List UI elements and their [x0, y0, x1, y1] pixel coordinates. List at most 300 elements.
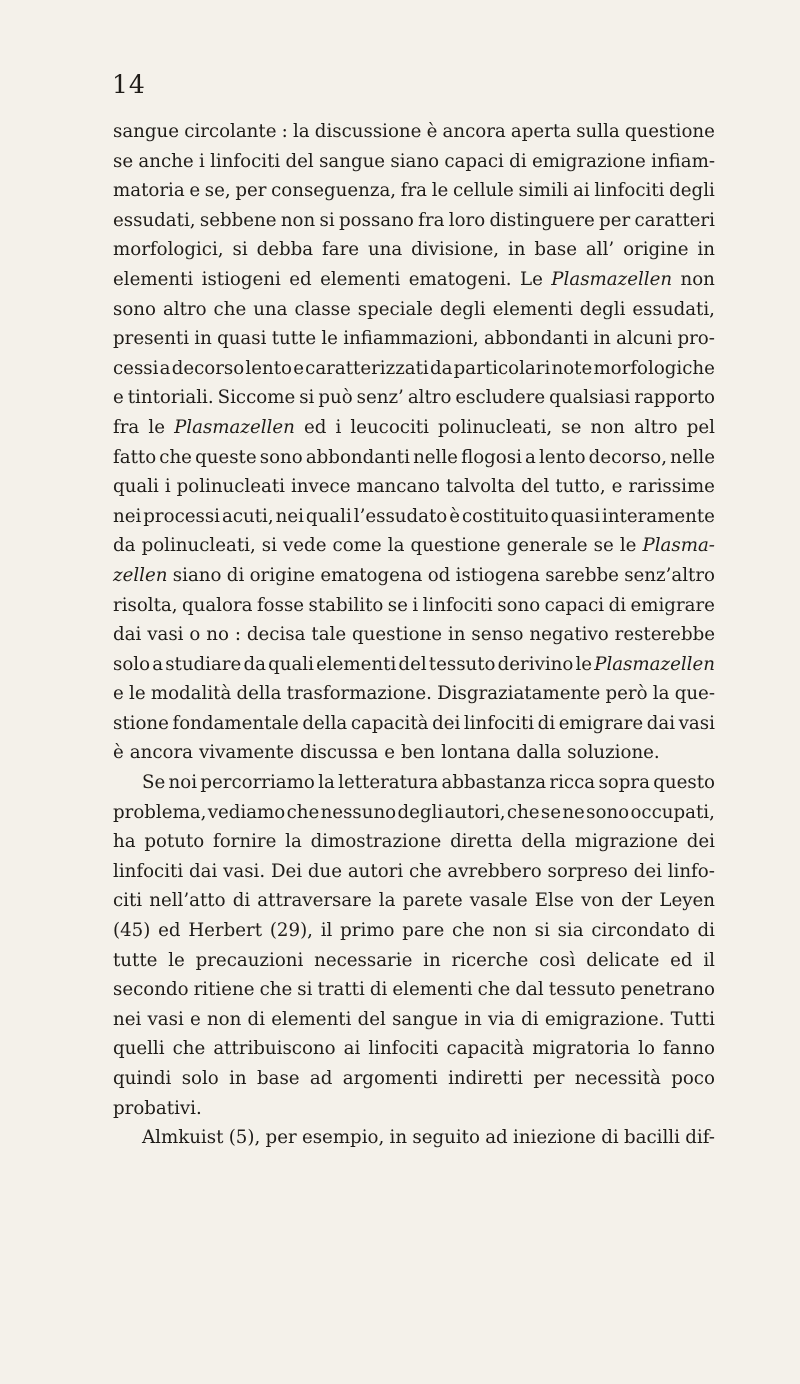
word: del	[357, 1008, 386, 1030]
word: senz’altro	[624, 564, 715, 586]
word: lontana	[441, 742, 511, 764]
text-line	[113, 531, 715, 561]
word: fatto	[113, 446, 157, 468]
word: tessuto	[428, 653, 496, 675]
word: sorpreso	[547, 860, 628, 882]
word: qualora	[181, 594, 253, 616]
word: sono	[113, 298, 156, 320]
text-line	[113, 916, 715, 946]
word: non	[492, 920, 527, 942]
word: diretta	[450, 831, 513, 853]
word: i	[164, 476, 171, 498]
word: a	[152, 653, 164, 675]
word: lento	[538, 446, 586, 468]
word: Se	[142, 772, 166, 794]
word: la	[387, 535, 405, 557]
word: a	[525, 446, 536, 468]
word: tessuto	[548, 979, 616, 1001]
text-line	[113, 768, 715, 798]
word: sono	[259, 446, 303, 468]
word: sangue	[319, 150, 386, 172]
word: dai	[113, 624, 142, 646]
word: sia	[557, 920, 584, 942]
word: emigrare	[630, 594, 715, 616]
word: fanno	[662, 1038, 715, 1060]
word: rapporto	[634, 387, 715, 409]
word: negativo	[529, 624, 609, 646]
word: sulla	[576, 121, 620, 142]
word: si	[319, 209, 335, 231]
word: ricca	[549, 772, 596, 794]
word: questione	[410, 535, 501, 557]
word: attraversare	[257, 890, 372, 912]
word: occupati,	[630, 801, 715, 823]
word: che	[477, 979, 511, 1001]
word: da	[243, 653, 266, 675]
word: dif-	[685, 1127, 715, 1149]
word: studiare	[165, 653, 242, 675]
word: siano	[172, 564, 222, 586]
word: vede	[283, 535, 327, 557]
word: quali	[305, 505, 352, 527]
word: loro	[448, 209, 486, 231]
word: risolta,	[113, 594, 178, 616]
word: degli	[669, 180, 715, 202]
word: ne	[562, 801, 585, 823]
word: resterebbe	[614, 624, 715, 646]
word: decorso,	[588, 446, 667, 468]
word: di	[369, 979, 388, 1001]
word: elementi	[392, 979, 473, 1001]
word: la	[652, 683, 670, 705]
word: elementi	[271, 1008, 352, 1030]
word: come	[332, 535, 382, 557]
word: vasale	[469, 890, 528, 912]
word: quasi	[550, 505, 601, 527]
word: per	[533, 1068, 565, 1089]
word: circondato	[591, 920, 690, 942]
word: da	[429, 357, 453, 379]
word: sarebbe	[545, 564, 619, 586]
italic-word: Plasmazellen	[551, 268, 673, 290]
word: se	[540, 801, 562, 823]
word: le	[575, 653, 593, 675]
body-text	[113, 117, 715, 1153]
word: caratterizzati	[305, 357, 429, 379]
word: non	[590, 416, 625, 438]
word: la	[292, 121, 310, 142]
word: quindi	[113, 1068, 172, 1089]
word: quali	[268, 653, 314, 675]
word: discussa	[300, 742, 379, 764]
word: fosse	[256, 594, 305, 616]
word: acuti,	[222, 505, 274, 527]
word: che	[452, 920, 485, 942]
word: questione	[352, 624, 443, 646]
word: siano	[390, 150, 440, 172]
word: degli	[579, 298, 626, 320]
word: in	[697, 239, 715, 261]
word: e	[384, 742, 395, 764]
word: (29),	[269, 920, 313, 942]
word: in	[593, 328, 611, 350]
word: classe	[294, 298, 351, 320]
word: Disgraziatamente	[437, 683, 601, 705]
word: sangue	[392, 1008, 459, 1030]
word: se,	[204, 180, 231, 202]
text-line	[113, 591, 715, 621]
word: tutto,	[555, 476, 606, 498]
word: nei	[275, 505, 304, 527]
italic-word: Plasma-	[642, 535, 715, 557]
word: essudati,	[113, 209, 196, 231]
word: (5),	[228, 1127, 261, 1149]
word: talvolta	[445, 476, 516, 498]
word: discussione	[314, 121, 422, 142]
text-line	[113, 1064, 715, 1094]
word: divisione,	[411, 239, 500, 261]
word: dei	[432, 712, 461, 734]
word: si	[261, 535, 277, 557]
word: cellule	[452, 180, 514, 202]
word: si	[534, 920, 550, 942]
word: debba	[256, 239, 314, 261]
word: capacità	[446, 1038, 525, 1060]
italic-word: Plasmazellen	[174, 416, 295, 438]
word: no	[206, 624, 229, 646]
word: abbondanti	[305, 446, 410, 468]
word: mancano	[356, 476, 440, 498]
word: altro	[407, 387, 452, 409]
word: :	[234, 624, 241, 646]
word: rarissime	[628, 476, 715, 498]
text-line	[113, 975, 715, 1005]
word: altro	[162, 298, 207, 320]
text-line	[113, 235, 715, 265]
word: di	[509, 150, 527, 172]
word: da	[113, 535, 136, 557]
word: della	[521, 831, 567, 853]
text-line	[113, 798, 715, 828]
word: matoria	[113, 180, 185, 202]
word: elementi	[113, 268, 194, 290]
word: esempio,	[301, 1127, 385, 1149]
word: der	[621, 890, 653, 912]
word: questo	[653, 772, 715, 794]
word: dai	[188, 860, 218, 882]
word: linfociti	[368, 1038, 439, 1060]
word: elementi	[316, 653, 397, 675]
word: Herbert	[188, 920, 263, 942]
text-line	[113, 443, 715, 473]
word: e	[113, 683, 124, 705]
word: e	[611, 476, 623, 498]
word: a	[159, 357, 171, 379]
word: vasi.	[223, 860, 266, 882]
word: le	[129, 683, 146, 705]
text-line	[113, 1005, 715, 1035]
word: dei	[686, 831, 715, 853]
word: migratoria	[532, 1038, 631, 1060]
word: linfociti	[210, 150, 281, 172]
word: che	[172, 1038, 206, 1060]
word: vediamo	[207, 801, 286, 823]
word: delicate	[586, 949, 660, 971]
word: via	[488, 1008, 515, 1030]
word: emigrare	[558, 712, 644, 734]
word: primo	[340, 920, 395, 942]
word: seguito	[412, 1127, 480, 1149]
word: generale	[506, 535, 588, 557]
word: in	[389, 1127, 408, 1149]
word: nell’atto	[149, 890, 226, 912]
word: origine	[249, 564, 315, 586]
word: elementi	[320, 268, 401, 290]
text-line	[113, 738, 715, 768]
word: qualsiasi	[549, 387, 631, 409]
page-number: 14	[112, 70, 146, 99]
word: sono	[586, 801, 630, 823]
word: stabilito	[308, 594, 384, 616]
word: noi	[168, 772, 198, 794]
word: decisa	[246, 624, 306, 646]
word: che	[506, 801, 540, 823]
word: vasi	[147, 624, 184, 646]
word: (45)	[113, 920, 151, 942]
word: di	[601, 1127, 619, 1149]
text-line	[113, 1034, 715, 1064]
word: parete	[402, 890, 463, 912]
word: decorso	[171, 357, 245, 379]
word: :	[281, 121, 288, 142]
word: precauzioni	[195, 949, 304, 971]
word: il	[703, 949, 715, 971]
text-line	[113, 1123, 715, 1153]
text-line	[113, 620, 715, 650]
word: tutte	[113, 949, 158, 971]
text-line	[113, 295, 715, 325]
word: polinucleati,	[141, 535, 256, 557]
word: se	[387, 594, 408, 616]
word: linfociti	[422, 594, 493, 616]
word: abbondanti	[483, 328, 589, 350]
word: necessità	[574, 1068, 661, 1089]
word: note	[551, 357, 593, 379]
word: una	[367, 239, 403, 261]
word: e	[189, 1008, 201, 1030]
word: non	[206, 1008, 242, 1030]
word: avrebbero	[447, 860, 542, 882]
word: abbastanza	[441, 772, 547, 794]
word: polinucleati,	[438, 416, 553, 438]
word: Tutti	[670, 1008, 715, 1030]
word: del	[285, 150, 314, 172]
text-line	[113, 206, 715, 236]
word: in	[507, 239, 526, 261]
word: ai	[343, 1038, 361, 1060]
word: le	[431, 180, 449, 202]
word: morfologici,	[113, 239, 224, 261]
word: simili	[518, 180, 569, 202]
word: circolante	[184, 121, 277, 142]
word: le	[168, 949, 185, 971]
word: lo	[638, 1038, 655, 1060]
word: problema,	[113, 801, 207, 823]
word: capacità	[350, 712, 429, 734]
word: dai	[646, 712, 676, 734]
word: iniezione	[513, 1127, 596, 1149]
word: soluzione.	[567, 742, 660, 764]
text-line	[113, 679, 715, 709]
word: e	[113, 387, 124, 409]
word: linfo-	[667, 860, 715, 882]
word: quelli	[113, 1038, 165, 1060]
word: senso	[471, 624, 524, 646]
word: linfociti	[113, 860, 184, 882]
word: ritiene	[193, 979, 255, 1001]
word: migrazione	[574, 831, 678, 853]
text-line	[113, 176, 715, 206]
word: polinucleati	[176, 476, 285, 498]
word: cessi	[113, 357, 159, 379]
text-line	[113, 324, 715, 354]
text-line	[113, 383, 715, 413]
word: nei	[113, 1008, 142, 1030]
word: vasi	[147, 1008, 184, 1030]
word: l’essudato	[353, 505, 448, 527]
word: la	[378, 890, 396, 912]
word: nelle	[670, 446, 715, 468]
word: dal	[515, 979, 544, 1001]
word: nei	[113, 505, 142, 527]
word: que-	[674, 683, 715, 705]
word: dei	[633, 860, 662, 882]
word: ben	[400, 742, 436, 764]
word: essudati,	[632, 298, 715, 320]
word: pro-	[677, 328, 715, 350]
word: le	[321, 328, 338, 350]
word: è	[113, 742, 124, 764]
word: origine	[623, 239, 689, 261]
word: leucociti	[350, 416, 429, 438]
word: fondamentale	[172, 712, 299, 734]
word: pel	[686, 416, 715, 438]
word: per	[265, 1127, 297, 1149]
word: nessuno	[320, 801, 397, 823]
word: Almkuist	[142, 1127, 224, 1149]
word: argomenti	[342, 1068, 438, 1089]
word: una	[253, 298, 288, 320]
word: di	[226, 564, 245, 586]
word: Le	[520, 268, 543, 290]
word: morfologiche	[593, 357, 715, 379]
word: base	[534, 239, 578, 261]
word: è	[449, 505, 460, 527]
word: penetrano	[620, 979, 715, 1001]
word: attribuiscono	[213, 1038, 336, 1060]
word: in	[464, 1008, 482, 1030]
word: il	[320, 920, 333, 942]
word: processi	[143, 505, 221, 527]
word: è	[426, 121, 438, 142]
word: ed	[303, 416, 327, 438]
word: le	[619, 535, 637, 557]
word: emigrazione.	[544, 1008, 665, 1030]
word: ed	[670, 949, 693, 971]
word: o	[189, 624, 201, 646]
word: Else	[534, 890, 574, 912]
word: in	[423, 949, 441, 971]
word: fra	[400, 180, 428, 202]
word: secondo	[113, 979, 189, 1001]
word: od	[427, 564, 451, 586]
word: in	[194, 328, 212, 350]
word: fornire	[213, 831, 277, 853]
word: potuto	[144, 831, 205, 853]
word: pare	[402, 920, 445, 942]
word: percorriamo	[200, 772, 315, 794]
word: capaci	[544, 594, 605, 616]
word: del	[521, 476, 550, 498]
word: anche	[138, 150, 194, 172]
word: particolari	[453, 357, 551, 379]
word: flogosi	[461, 446, 522, 468]
word: fare	[322, 239, 360, 261]
text-line	[113, 472, 715, 502]
word: presenti	[113, 328, 190, 350]
word: quali	[113, 476, 159, 498]
word: bacilli	[624, 1127, 680, 1149]
text-line	[113, 857, 715, 887]
text-line	[113, 265, 715, 295]
word: che	[408, 860, 442, 882]
word: Siccome	[217, 387, 296, 409]
word: istiogena	[455, 564, 540, 586]
word: ed	[289, 268, 312, 290]
word: degli	[397, 801, 444, 823]
word: citi	[113, 890, 143, 912]
word: tratti	[317, 979, 365, 1001]
word: solo	[181, 1068, 219, 1089]
word: dalla	[516, 742, 562, 764]
word: von	[581, 890, 615, 912]
text-line	[113, 1094, 715, 1124]
word: queste	[195, 446, 257, 468]
word: ai	[573, 180, 590, 202]
text-line	[113, 827, 715, 857]
word: ematogena	[320, 564, 423, 586]
word: speciale	[357, 298, 433, 320]
text-line	[113, 413, 715, 443]
text-line	[113, 354, 715, 384]
word: e	[189, 180, 201, 202]
word: distinguere	[489, 209, 595, 231]
word: di	[537, 712, 556, 734]
word: fra	[418, 209, 445, 231]
word: così	[539, 949, 576, 971]
word: emigrazione	[531, 150, 646, 172]
word: che	[259, 979, 293, 1001]
word: interamente	[602, 505, 715, 527]
word: sebbene	[199, 209, 277, 231]
word: quasi	[217, 328, 267, 350]
word: fra	[113, 416, 140, 438]
word: capaci	[444, 150, 504, 172]
word: vivamente	[199, 742, 295, 764]
text-line	[113, 117, 715, 147]
word: derivino	[497, 653, 574, 675]
word: infiammazioni,	[343, 328, 479, 350]
